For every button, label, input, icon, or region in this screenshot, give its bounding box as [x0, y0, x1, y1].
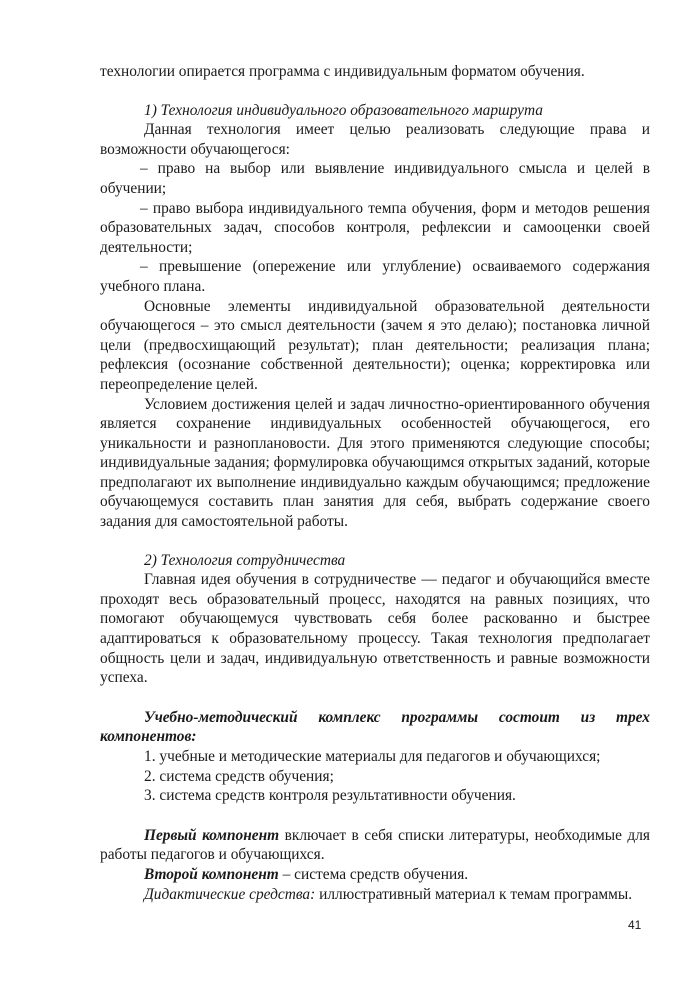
list-item-3: 3. система средств контроля результативности обучения.	[144, 787, 516, 805]
section-heading-cooperation: 2) Технология сотрудничества	[144, 551, 346, 569]
paragraph-elements: Основные элементы индивидуальной образовательной деятельности обучающегося – это смысл деятельности (зачем я это делаю); постановка личной цели (предвосхищающий результат); план деятельности; реализация плана; рефлексия (осознание собственной деятельности); оценка; корректировка или переопределение целей.	[100, 297, 650, 393]
bullet-exceeding: – превышение (опережение или углубление) осваиваемого содержания учебного плана.	[100, 258, 650, 295]
paragraph-first-component	[100, 826, 650, 865]
first-component-label: Первый компонент	[144, 826, 280, 844]
second-component-label: Второй компонент	[144, 865, 279, 883]
paragraph-second-component	[100, 865, 650, 885]
bullet-right-choice: – право на выбор или выявление индивидуального смысла и целей в обучении;	[100, 160, 650, 197]
page-number: 41	[628, 918, 642, 932]
page-content	[100, 62, 650, 904]
paragraph-conditions: Условием достижения целей и задач личностно-ориентированного обучения является сохранение индивидуальных особенностей обучающегося, его уникальности и разноплановости. Для этого применяются следующие способы; индивидуальные задания; формулировка обучающимся открытых заданий, которые предполагают их выполнение индивидуально каждым обучающимся; предложение обучающемуся составить план занятия для себя, выбрать содержание своего задания для самостоятельной работы.	[100, 395, 650, 531]
section-heading-individual-route: 1) Технология индивидуального образовательного маршрута	[144, 101, 543, 119]
paragraph-cooperation: Главная идея обучения в сотрудничестве — педагог и обучающийся вместе проходят весь образовательный процесс, находятся на равных позициях, что помогают обучающемуся чувствовать себя более раскованно и быстрее адаптироваться к образовательному процессу. Такая технология предполагает общность цели и задач, индивидуальную ответственность и равные возможности успеха.	[100, 571, 650, 687]
list-item-1: 1. учебные и методические материалы для педагогов и обучающихся;	[144, 748, 601, 765]
first-component-text: включает в себя списки литературы, необходимые для работы педагогов и обучающихся.	[100, 826, 650, 864]
didactic-text: иллюстративный материал к темам программы.	[315, 885, 633, 903]
didactic-label: Дидактические средства:	[144, 885, 316, 903]
complex-heading: Учебно-методический комплекс программы состоит из трех компонентов:	[100, 708, 650, 746]
paragraph-didactic	[100, 885, 650, 905]
intro-line: технологии опирается программа с индивидуальным форматом обучения.	[100, 63, 585, 80]
bullet-right-tempo: – право выбора индивидуального темпа обучения, форм и методов решения образовательных задач, способов контроля, рефлексии и самооценки своей деятельности;	[100, 199, 650, 256]
list-item-2: 2. система средств обучения;	[144, 767, 334, 785]
second-component-text: – система средств обучения.	[278, 865, 469, 883]
paragraph-goal: Данная технология имеет целью реализовать следующие права и возможности обучающегося:	[100, 121, 650, 158]
